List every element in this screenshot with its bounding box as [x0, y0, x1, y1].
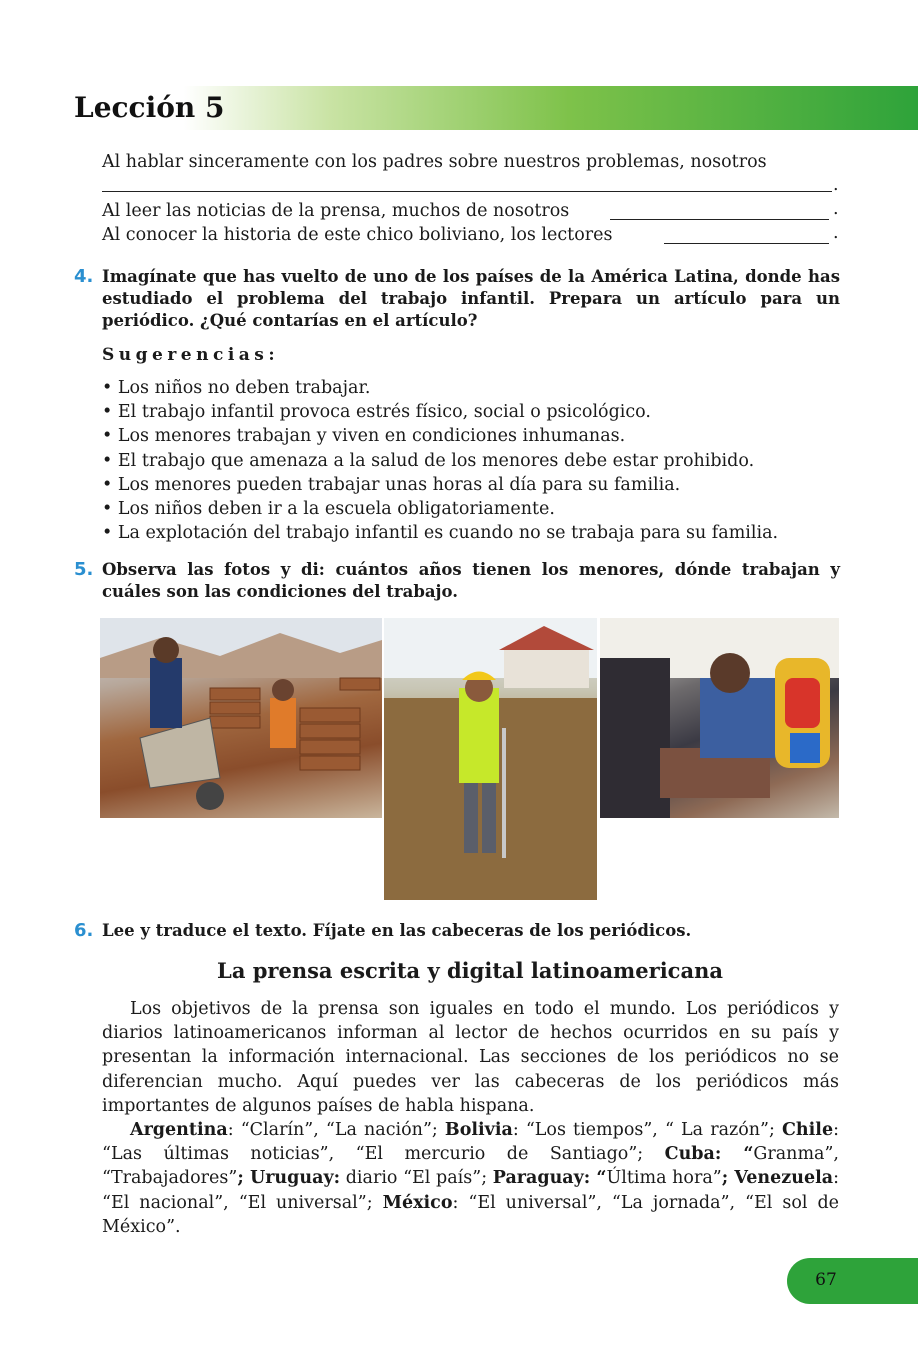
- suggestions-label: Sugerencias:: [102, 345, 280, 365]
- fill-in-sentence-1: Al hablar sinceramente con los padres sobre nuestros problemas, nosotros: [102, 152, 767, 172]
- list-item: • Los menores trabajan y viven en condiciones inhumanas.: [102, 424, 778, 448]
- country-name: Bolivia: [444, 1120, 513, 1141]
- fill-in-sentence-3-text: Al conocer la historia de este chico boliviano, los lectores: [102, 225, 613, 245]
- fill-in-period-1: .: [833, 175, 839, 195]
- article-body: [102, 997, 839, 1239]
- page-number: 67: [815, 1270, 837, 1290]
- list-item: • Los niños deben ir a la escuela obligatoriamente.: [102, 497, 778, 521]
- article-paragraph-2: [102, 1118, 839, 1239]
- article-paragraph-1: Los objetivos de la prensa son iguales en todo el mundo. Los periódicos y diarios latinoamericanos informan al lector de hechos ocurridos en su país y presentan la información internacional. Las secciones de los periódicos no se diferencian mucho. Aquí puedes ver las cabeceras de los periódicos más importantes de algunos países de habla hispana.: [102, 999, 839, 1116]
- list-item: • Los niños no deben trabajar.: [102, 376, 778, 400]
- newspaper-names: Última hora”: [606, 1168, 722, 1189]
- country-name: Cuba: “: [664, 1144, 754, 1165]
- country-name: ; Uruguay:: [237, 1168, 341, 1189]
- fill-in-blank-3: [664, 227, 829, 244]
- fill-in-blank-2: [610, 203, 829, 220]
- fill-in-period-2: .: [833, 199, 839, 219]
- newspaper-names: : “Clarín”, “La nación”;: [227, 1120, 445, 1141]
- fill-in-sentence-2-text: Al leer las noticias de la prensa, muchos de nosotros: [102, 201, 570, 221]
- list-item: • Los menores pueden trabajar unas horas al día para su familia.: [102, 473, 778, 497]
- photo-boy-construction-worker: [384, 618, 597, 900]
- newspaper-names: diario “El país”;: [340, 1168, 493, 1189]
- photo-shoeshine-boy: [600, 618, 839, 818]
- newspaper-names: Granma”, “Trabajadores”: [102, 1144, 839, 1189]
- task-6-instructions: Lee y traduce el texto. Fíjate en las cabeceras de los periódicos.: [102, 921, 692, 940]
- task-6-number: 6.: [74, 920, 94, 941]
- country-name: México: [382, 1192, 453, 1213]
- newspaper-names: : “Las últimas noticias”, “El mercurio de Santiago”;: [102, 1120, 839, 1165]
- country-name: Argentina: [130, 1120, 228, 1141]
- article-title: La prensa escrita y digital latinoamericana: [217, 958, 723, 983]
- suggestions-list: [102, 376, 778, 545]
- task-5-instructions: Observa las fotos y di: cuántos años tienen los menores, dónde trabajan y cuáles son las condiciones del trabajo.: [102, 560, 840, 601]
- task-4-number: 4.: [74, 266, 94, 287]
- list-item: • El trabajo que amenaza a la salud de los menores debe estar prohibido.: [102, 449, 778, 473]
- country-name: Chile: [782, 1120, 834, 1141]
- task-5-number: 5.: [74, 559, 94, 580]
- newspaper-names: : “El universal”, “La jornada”, “El sol de México”.: [102, 1192, 839, 1237]
- photo-children-brick-work: [100, 618, 382, 818]
- task-4-instructions: Imagínate que has vuelto de uno de los países de la América Latina, donde has estudiado el problema del trabajo infantil. Prepara un artículo para un periódico. ¿Qué contarías en el artículo?: [102, 267, 840, 330]
- lesson-title: Lección 5: [74, 91, 225, 124]
- country-name: ; Venezuela: [721, 1168, 834, 1189]
- fill-in-period-3: .: [833, 223, 839, 243]
- fill-in-blank-1: [102, 191, 832, 192]
- list-item: • La explotación del trabajo infantil es cuando no se trabaja para su familia.: [102, 521, 778, 545]
- newspaper-names: : “El nacional”, “El universal”;: [102, 1168, 839, 1213]
- country-name: Paraguay: “: [492, 1168, 607, 1189]
- list-item: • El trabajo infantil provoca estrés físico, social o psicológico.: [102, 400, 778, 424]
- newspaper-names: : “Los tiempos”, “ La razón”;: [512, 1120, 782, 1141]
